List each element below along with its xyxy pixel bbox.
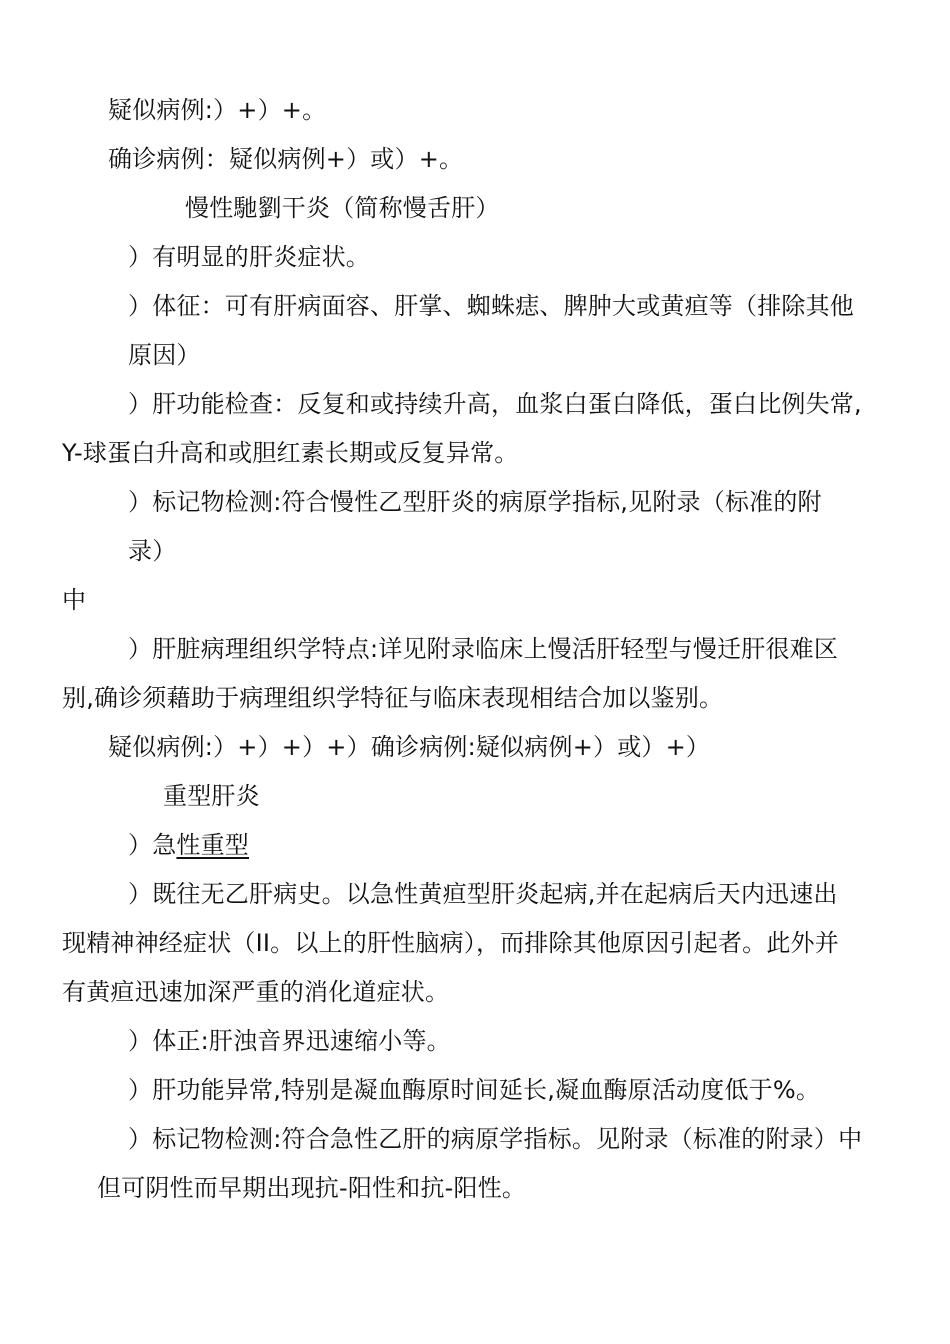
text-line: 原因） bbox=[128, 341, 201, 369]
text-line: 别,确诊须藉助于病理组织学特征与临床表现相结合加以鉴别。 bbox=[62, 684, 724, 712]
text-line: ）体正:肝浊音界迅速缩小等。 bbox=[128, 1027, 451, 1055]
subheading-prefix: ）急 bbox=[128, 831, 177, 859]
text-line: 有黄疸迅速加深严重的消化道症状。 bbox=[62, 978, 450, 1006]
text-line: ）标记物检测:符合急性乙肝的病原学指标。见附录（标准的附录）中 bbox=[128, 1125, 863, 1153]
text-line: 确诊病例：疑似病例+）或）+。 bbox=[108, 145, 464, 173]
text-line: 但可阴性而早期出现抗-阳性和抗-阳性。 bbox=[97, 1174, 527, 1202]
text-line: ）体征：可有肝病面容、肝掌、蜘蛛痣、脾肿大或黄疸等（排除其他 bbox=[128, 292, 854, 320]
text-line: 中 bbox=[62, 586, 87, 614]
text-line: 录） bbox=[128, 537, 177, 565]
text-line: ）既往无乙肝病史。以急性黄疸型肝炎起病,并在起病后天内迅速出 bbox=[128, 880, 838, 908]
text-line: ）标记物检测:符合慢性乙型肝炎的病原学指标,见附录（标准的附 bbox=[128, 488, 822, 516]
subheading-line bbox=[128, 829, 249, 861]
text-line: ）肝脏病理组织学特点:详见附录临床上慢活肝轻型与慢迁肝很难区 bbox=[128, 635, 839, 663]
text-line: ）有明显的肝炎症状。 bbox=[128, 243, 370, 271]
underlined-text: 性重型 bbox=[176, 831, 250, 859]
section-heading: 重型肝炎 bbox=[163, 782, 260, 810]
text-line: 疑似病例:）+）+）+）确诊病例:疑似病例+）或）+） bbox=[108, 733, 711, 761]
section-heading: 慢性馳劉干炎（简称慢舌肝） bbox=[185, 194, 500, 222]
text-line: ）肝功能检查：反复和或持续升高，血浆白蛋白降低，蛋白比例失常, bbox=[128, 390, 862, 418]
text-line: 疑似病例:）+）+。 bbox=[108, 96, 327, 124]
text-line: Y-球蛋白升高和或胆红素长期或反复异常。 bbox=[62, 439, 519, 467]
text-line: 现精神神经症状（II。以上的肝性脑病），而排除其他原因引起者。此外并 bbox=[62, 929, 839, 957]
text-line: ）肝功能异常,特别是凝血酶原时间延长,凝血酶原活动度低于%。 bbox=[128, 1076, 821, 1104]
